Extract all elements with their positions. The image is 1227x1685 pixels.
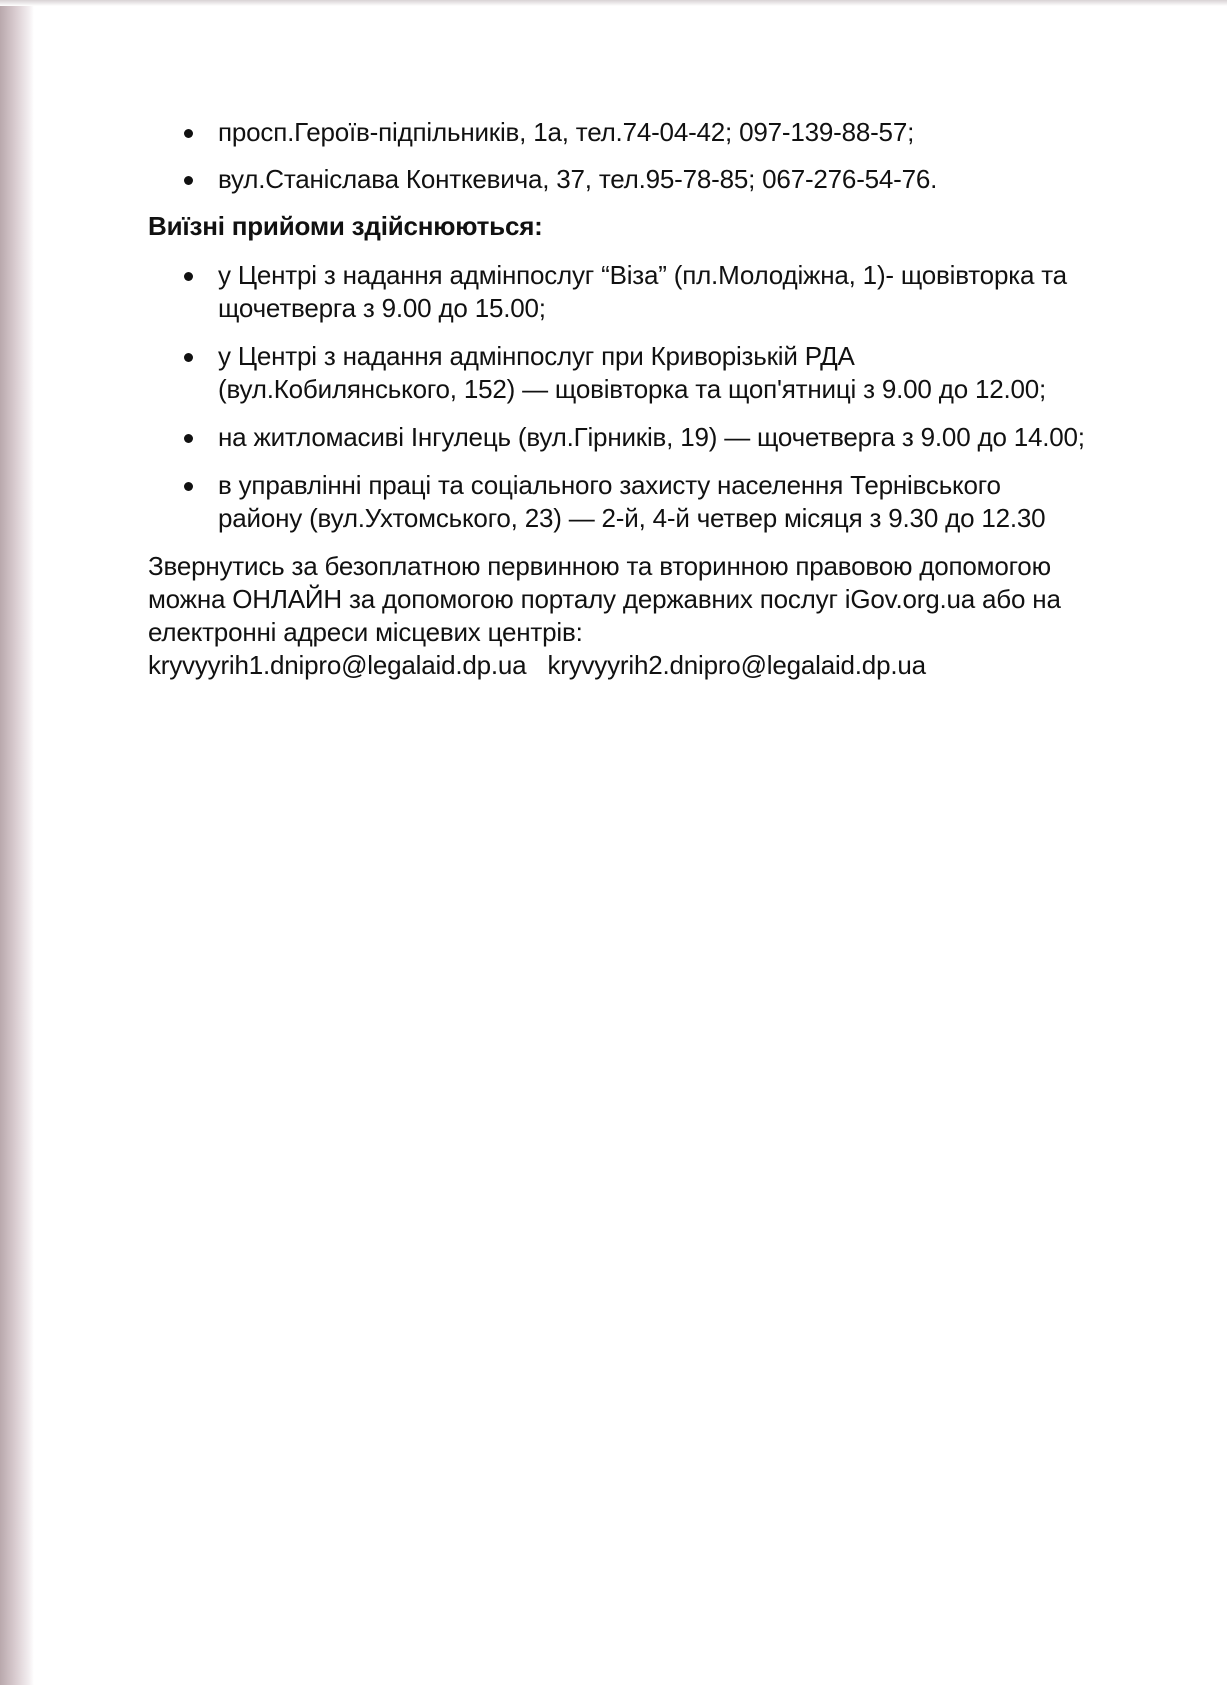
email-link-1[interactable]: kryvyyrih1.dnipro@legalaid.dp.ua <box>148 650 527 680</box>
list-item <box>148 116 1088 149</box>
list-item <box>148 163 1088 196</box>
visits-heading: Виїзні прийоми здійснюються: <box>148 211 543 241</box>
closing-text: Звернутись за безоплатною первинною та вторинною правовою допомогою можна ОНЛАЙН за допомогою порталу державних послуг iGov.org.ua або на електронні адреси місцевих центрів: <box>148 551 1061 647</box>
address-text: вул.Станіслава Конткевича, 37, тел.95-78-85; 067-276-54-76. <box>218 164 938 194</box>
address-text: просп.Героїв-підпільників, 1а, тел.74-04-42; 097-139-88-57; <box>218 117 915 147</box>
list-item <box>148 469 1088 535</box>
scan-left-edge <box>0 0 34 1685</box>
bullet-icon <box>184 482 193 491</box>
list-item <box>148 421 1088 454</box>
list-item <box>148 259 1088 325</box>
bullet-icon <box>184 176 193 185</box>
visit-text: у Центрі з надання адмінпослуг при Криворізькій РДА (вул.Кобилянського, 152) — щовівторка та щоп'ятниці з 9.00 до 12.00; <box>218 341 1047 404</box>
bullet-icon <box>184 272 193 281</box>
document-page <box>148 116 1088 682</box>
visit-text: в управлінні праці та соціального захисту населення Тернівського району (вул.Ухтомського, 23) — 2-й, 4-й четвер місяця з 9.30 до 12.30 <box>218 470 1046 533</box>
bullet-icon <box>184 353 193 362</box>
bullet-icon <box>184 434 193 443</box>
visit-text: у Центрі з надання адмінпослуг “Віза” (пл.Молодіжна, 1)- щовівторка та щочетверга з 9.00 до 15.00; <box>218 260 1067 323</box>
address-list <box>148 116 1088 196</box>
email-link-2[interactable]: kryvyyrih2.dnipro@legalaid.dp.ua <box>547 650 926 680</box>
closing-paragraph <box>148 550 1088 682</box>
visits-list <box>148 259 1088 535</box>
bullet-icon <box>184 129 193 138</box>
scan-top-edge <box>0 0 1227 6</box>
list-item <box>148 340 1088 406</box>
visit-text: на житломасиві Інгулець (вул.Гірників, 19) — щочетверга з 9.00 до 14.00; <box>218 422 1085 452</box>
